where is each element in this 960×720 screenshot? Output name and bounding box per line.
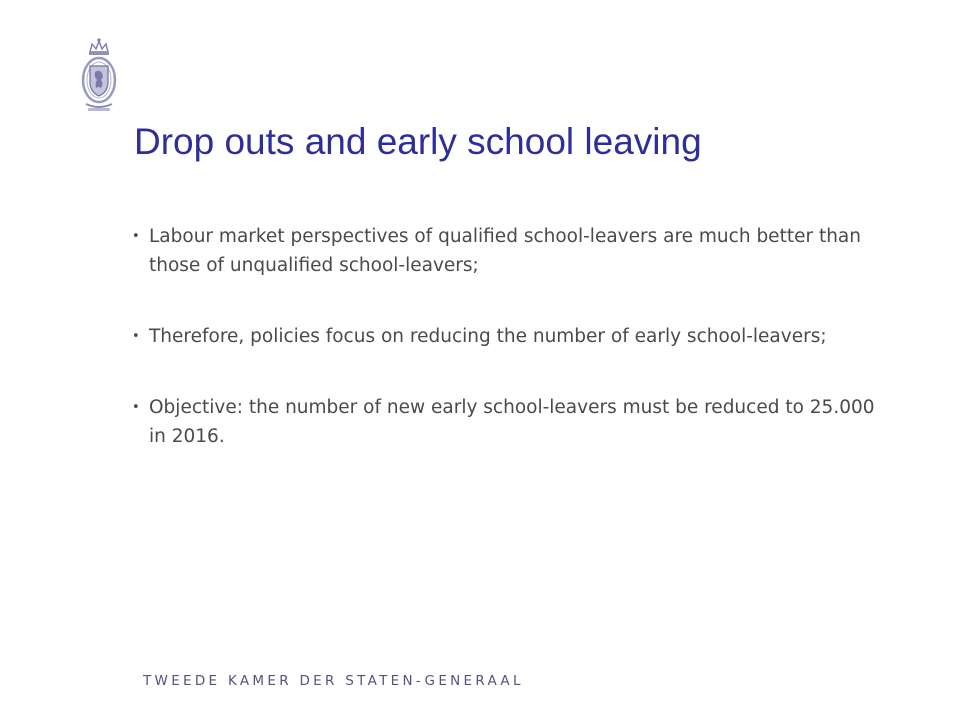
bullet-dot-icon: • <box>132 229 140 244</box>
list-item <box>130 222 890 280</box>
list-item <box>130 322 890 351</box>
page-title: Drop outs and early school leaving <box>134 121 702 162</box>
bullet-text: Objective: the number of new early school-leavers must be reduced to 25.000 in 2016. <box>149 397 875 447</box>
bullet-text: Therefore, policies focus on reducing the number of early school-leavers; <box>149 326 827 347</box>
bullet-dot-icon: • <box>132 400 140 415</box>
coat-of-arms-icon <box>74 36 124 118</box>
footer-institution-name: TWEEDE KAMER DER STATEN-GENERAAL <box>143 673 524 689</box>
bullet-text: Labour market perspectives of qualified school-leavers are much better than those of unqualified school-leavers; <box>149 226 861 276</box>
list-item <box>130 393 890 451</box>
bullet-dot-icon: • <box>132 329 140 344</box>
bullet-list <box>130 222 890 493</box>
